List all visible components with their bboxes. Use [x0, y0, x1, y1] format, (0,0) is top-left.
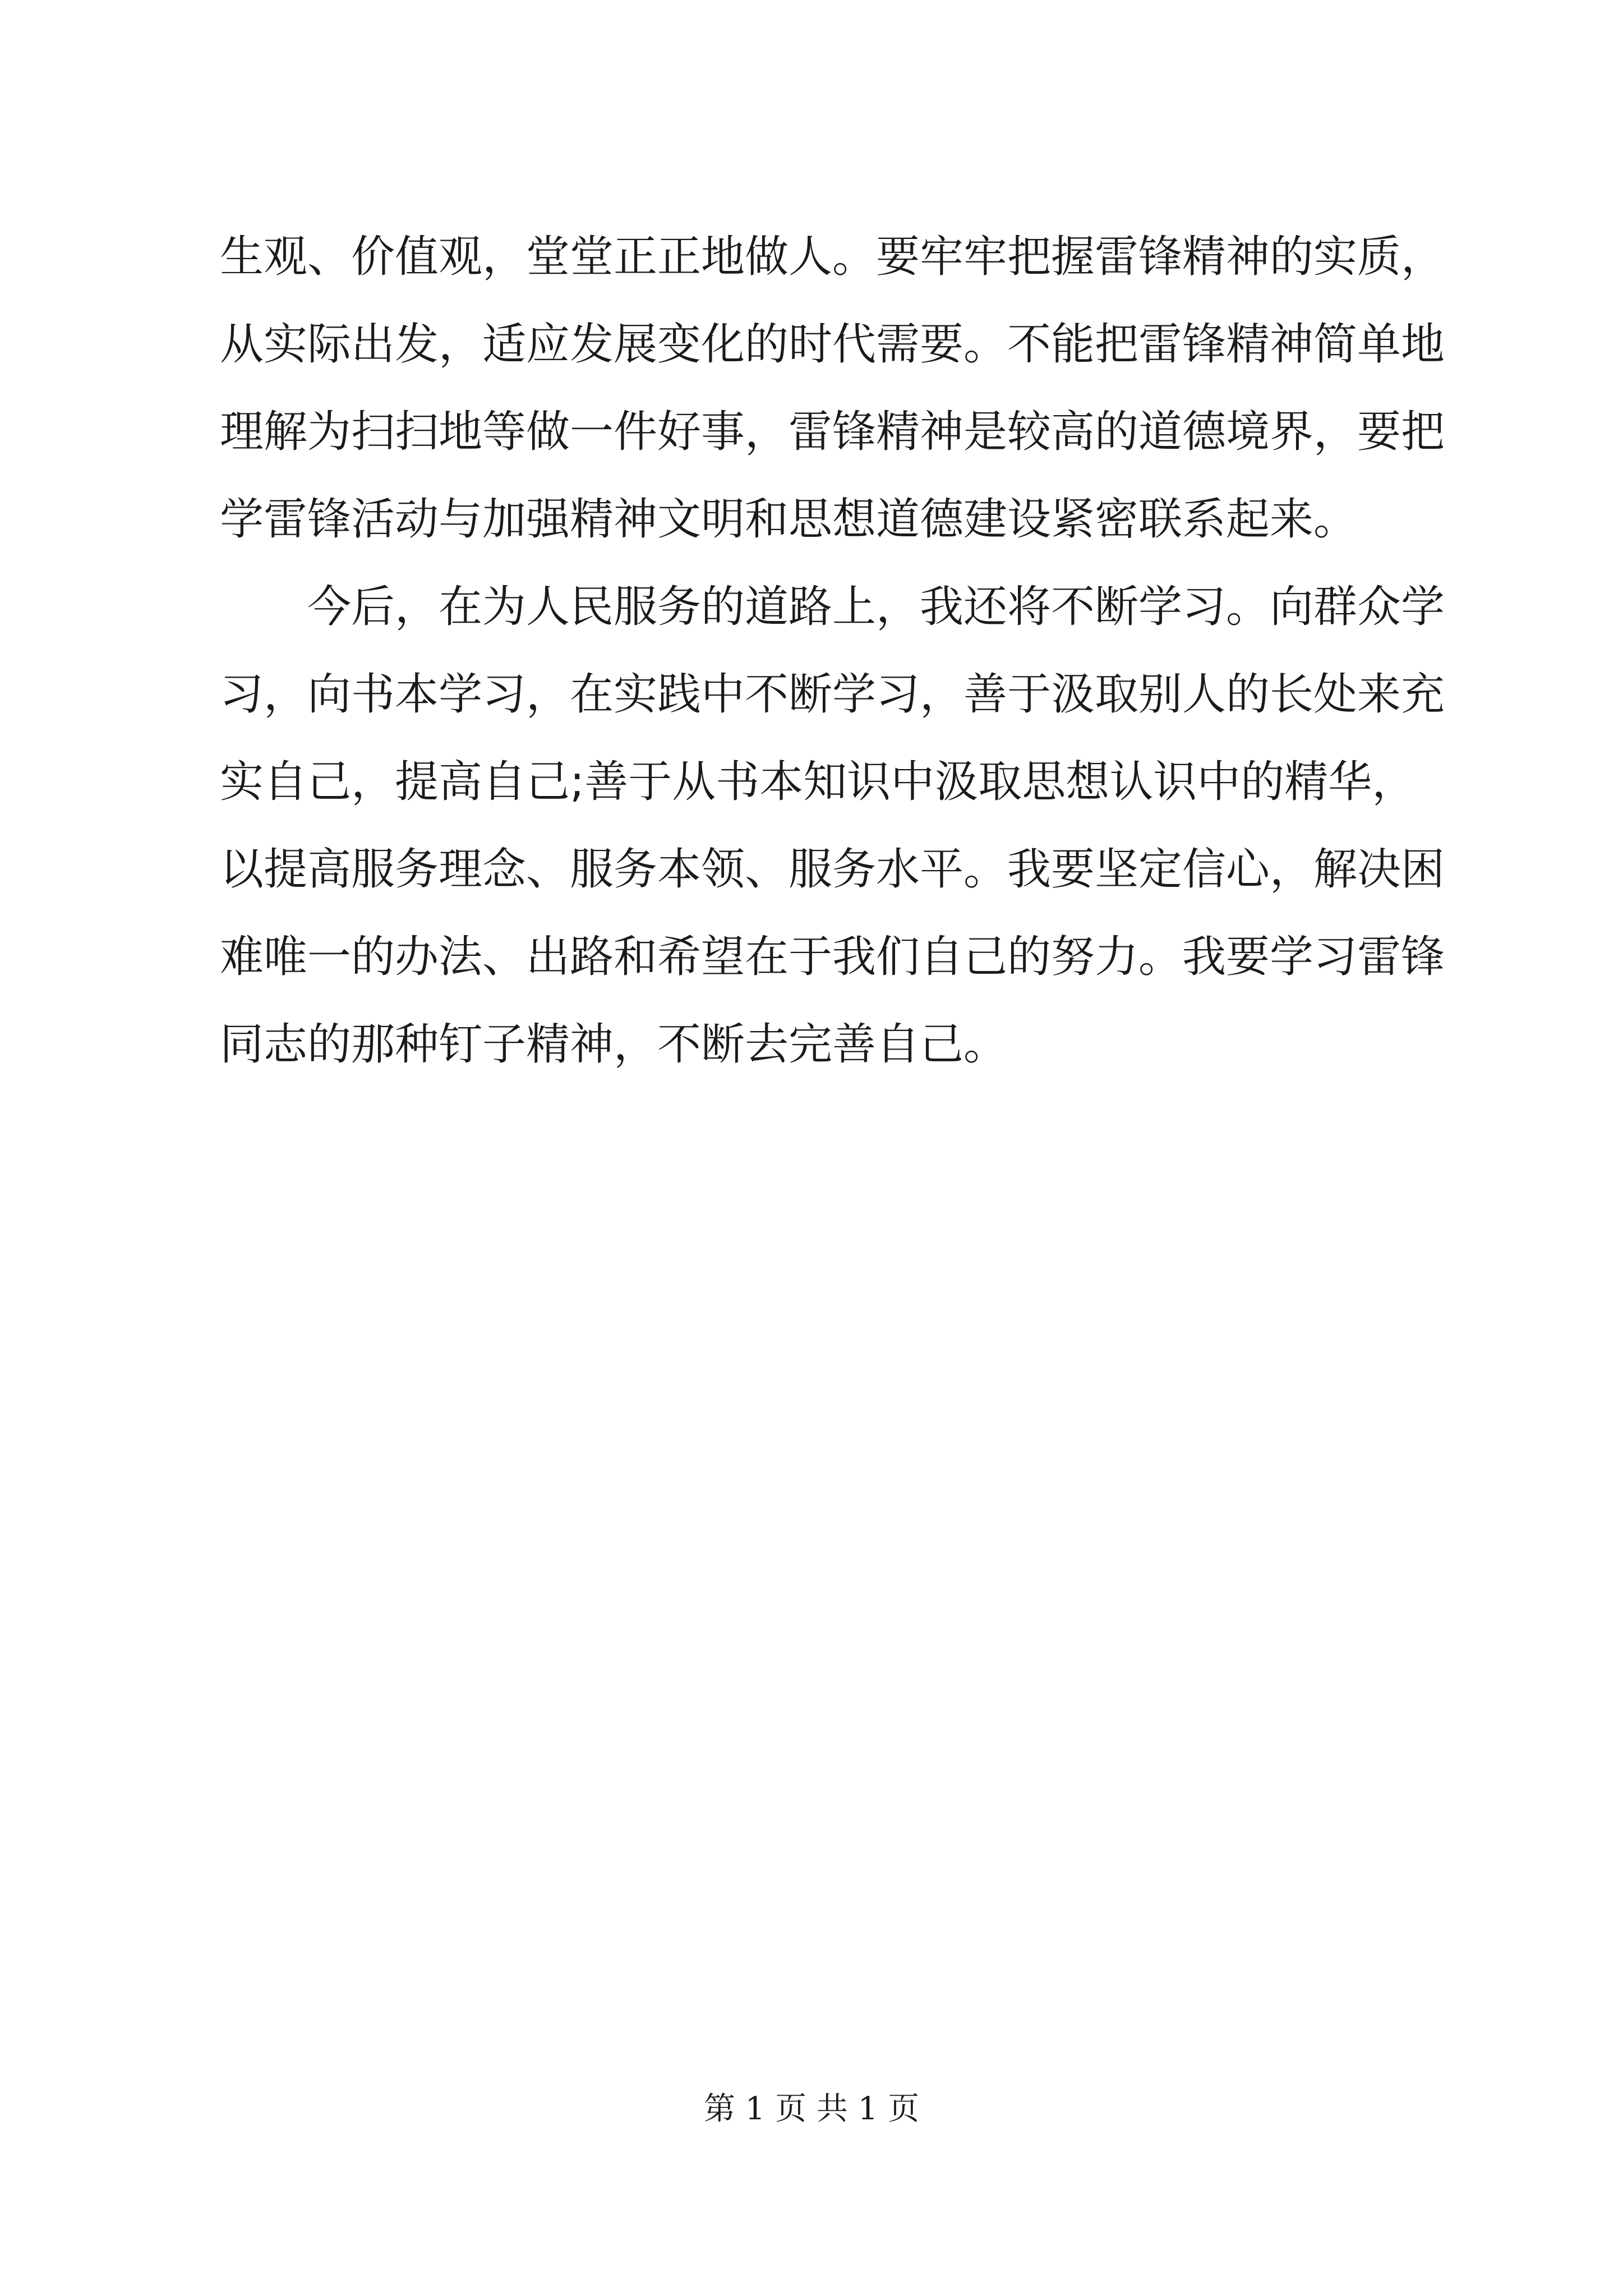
- paragraph-line: 难唯一的办法、出路和希望在于我们自己的努力。我要学习雷锋: [220, 932, 1445, 982]
- paragraph-1: [220, 213, 1448, 563]
- paragraph-line: 学雷锋活动与加强精神文明和思想道德建设紧密联系起来。: [220, 494, 1358, 545]
- paragraph-line: 理解为扫扫地等做一件好事，雷锋精神是较高的道德境界，要把: [220, 407, 1445, 457]
- paragraph-line: 今后，在为人民服务的道路上，我还将不断学习。向群众学: [307, 582, 1445, 632]
- document-body: [220, 213, 1448, 1088]
- page-number-label: 第 1 页 共 1 页: [703, 2091, 920, 2127]
- paragraph-2: [220, 563, 1448, 1088]
- paragraph-line: 从实际出发，适应发展变化的时代需要。不能把雷锋精神简单地: [220, 319, 1445, 370]
- paragraph-line: 以提高服务理念、服务本领、服务水平。我要坚定信心，解决困: [220, 844, 1445, 895]
- paragraph-line: 习，向书本学习，在实践中不断学习，善于汲取别人的长处来充: [220, 669, 1445, 720]
- page-footer: [0, 2087, 1623, 2132]
- paragraph-line: 生观、价值观，堂堂正正地做人。要牢牢把握雷锋精神的实质，: [220, 232, 1445, 282]
- paragraph-line: 实自己，提高自己;善于从书本知识中汲取思想认识中的精华，: [220, 757, 1416, 807]
- paragraph-line: 同志的那种钉子精神，不断去完善自己。: [220, 1019, 1008, 1070]
